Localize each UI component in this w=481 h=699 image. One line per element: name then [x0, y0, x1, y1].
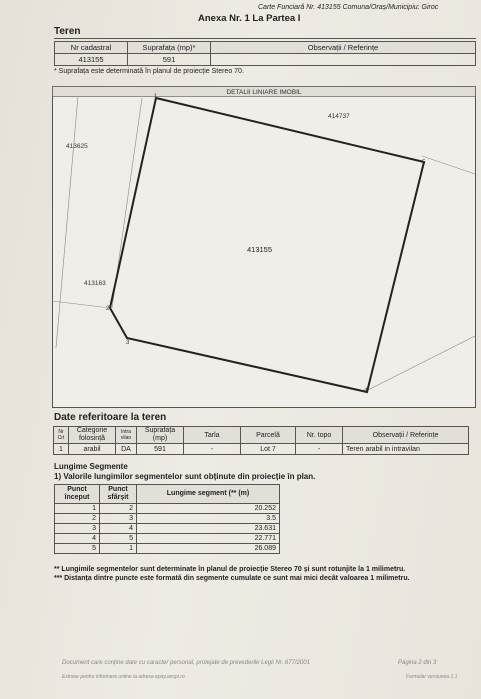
segmente-row [55, 514, 280, 524]
segmente-cell-end: 1 [100, 544, 137, 554]
footer-bottom-left: Extrase pentru informare online la adresa epay.ancpi.ro [62, 674, 185, 680]
teren-table [54, 41, 476, 66]
date-cell-observatii: Teren arabil in intravilan [343, 444, 469, 455]
date-col-nr-crt: Nr Crt [54, 427, 69, 444]
date-referitoare-row [54, 444, 469, 455]
segmente-row [55, 544, 280, 554]
teren-nr-cadastral: 413155 [55, 54, 128, 66]
date-referitoare-title: Date referitoare la teren [54, 412, 167, 423]
footer-bottom-right: Formular versiunea 1.1 [406, 674, 458, 680]
teren-col-nr-cadastral: Nr cadastral [55, 42, 128, 54]
segmente-cell-start: 3 [55, 524, 100, 534]
neighbor-label-west: 413625 [66, 143, 88, 150]
header-anexa: Anexa Nr. 1 La Partea I [198, 13, 301, 24]
teren-col-observatii: Observații / Referințe [211, 42, 476, 54]
date-cell-suprafata: 591 [137, 444, 184, 455]
teren-suprafata: 591 [128, 54, 211, 66]
segmente-table [54, 484, 280, 554]
date-col-tarla: Tarla [184, 427, 241, 444]
point-label-1: 1 [154, 94, 158, 100]
date-col-parcela: Parcelă [241, 427, 296, 444]
parcel-label: 413155 [247, 245, 273, 254]
teren-title: Teren [54, 26, 81, 37]
date-col-categorie: Categorie folosință [69, 427, 116, 444]
segmente-note-2: *** Distanța dintre puncte este formată din segmente cumulate ce sunt mai mici decât valoarea 1 milimetru. [54, 575, 410, 582]
segmente-row [55, 534, 280, 544]
point-label-4: 4 [364, 388, 368, 394]
segmente-col-inceput: Punct început [55, 485, 100, 504]
point-label-2: 2 [106, 306, 110, 312]
segmente-col-lungime: Lungime segment (** (m) [137, 485, 280, 504]
segmente-cell-start: 4 [55, 534, 100, 544]
segmente-cell-end: 5 [100, 534, 137, 544]
segmente-cell-end: 4 [100, 524, 137, 534]
segmente-cell-length: 23.631 [137, 524, 280, 534]
segmente-cell-length: 22.771 [137, 534, 280, 544]
segmente-subtitle: 1) Valorile lungimilor segmentelor sunt obținute din proiecție în plan. [54, 472, 316, 481]
segmente-row [55, 524, 280, 534]
segmente-cell-end: 3 [100, 514, 137, 524]
date-col-suprafata: Suprafața (mp) [137, 427, 184, 444]
date-referitoare-header-row [54, 427, 469, 444]
segmente-col-sfarsit: Punct sfârșit [100, 485, 137, 504]
date-cell-nr-crt: 1 [54, 444, 69, 455]
date-col-observatii: Observații / Referințe [343, 427, 469, 444]
footer-right: Pagina 2 din 3 [398, 660, 437, 666]
date-referitoare-table [53, 426, 469, 455]
point-label-5: 5 [422, 160, 426, 166]
neighbor-label-southwest: 413163 [84, 280, 106, 287]
date-cell-nr-topo: - [296, 444, 343, 455]
teren-header-row [55, 42, 476, 54]
neighbor-label-north: 414737 [328, 113, 350, 120]
date-cell-categorie: arabil [69, 444, 116, 455]
header-carte-funciara: Carte Funciară Nr. 413155 Comuna/Oraș/Municipiu: Giroc [258, 4, 439, 11]
segmente-cell-start: 2 [55, 514, 100, 524]
point-label-3: 3 [126, 340, 130, 346]
segmente-cell-length: 26.089 [137, 544, 280, 554]
segmente-note-1: ** Lungimile segmentelor sunt determinate în planul de proiecție Stereo 70 și sunt rotunjite la 1 milimetru. [54, 566, 406, 573]
date-cell-parcela: Lot 7 [241, 444, 296, 455]
teren-footnote: * Suprafața este determinată în planul de proiecție Stereo 70. [54, 68, 244, 75]
teren-observatii [211, 54, 476, 66]
date-col-nr-topo: Nr. topo [296, 427, 343, 444]
segmente-cell-end: 2 [100, 504, 137, 514]
teren-row [55, 54, 476, 66]
plan-header: DETALII LINIARE IMOBIL [226, 89, 302, 96]
teren-rule [54, 38, 476, 39]
segmente-title: Lungime Segmente [54, 462, 128, 471]
date-col-intravilan: Intra vilan [116, 427, 137, 444]
plan-drawing [52, 86, 476, 408]
footer-left: Document care conține date cu caracter personal, protejate de prevederile Legii Nr. 677/2001 [62, 660, 310, 666]
date-cell-intravilan: DA [116, 444, 137, 455]
segmente-cell-start: 1 [55, 504, 100, 514]
segmente-row [55, 504, 280, 514]
segmente-cell-start: 5 [55, 544, 100, 554]
segmente-cell-length: 3.5 [137, 514, 280, 524]
teren-col-suprafata: Suprafața (mp)* [128, 42, 211, 54]
date-cell-tarla: - [184, 444, 241, 455]
segmente-cell-length: 20.252 [137, 504, 280, 514]
segmente-header-row [55, 485, 280, 504]
